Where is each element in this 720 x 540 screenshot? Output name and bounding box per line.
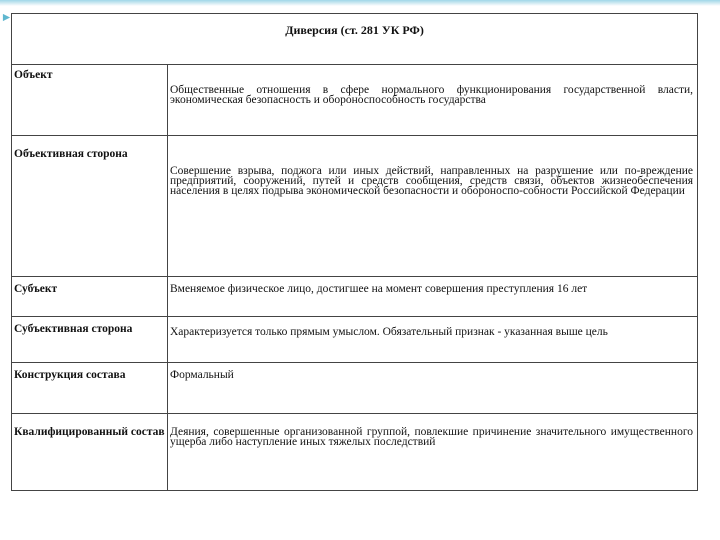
row-value-cell xyxy=(168,317,698,363)
table-row xyxy=(12,277,698,317)
row-label: Субъективная сторона xyxy=(14,323,133,335)
title-row xyxy=(12,14,698,65)
row-value-cell xyxy=(168,65,698,136)
row-label: Объективная сторона xyxy=(14,148,128,160)
top-accent-bar xyxy=(0,0,720,6)
row-label-cell xyxy=(12,277,168,317)
row-value: Характеризуется только прямым умыслом. Обязательный признак - указанная выше цель xyxy=(170,326,608,338)
bullet-icon xyxy=(2,13,11,22)
row-value: Вменяемое физическое лицо, достигшее на момент совершения преступления 16 лет xyxy=(170,283,588,295)
row-label: Квалифицированный состав xyxy=(14,426,165,438)
row-label-cell xyxy=(12,317,168,363)
row-value-cell xyxy=(168,363,698,414)
row-value-cell xyxy=(168,136,698,277)
row-value-cell xyxy=(168,277,698,317)
row-value: Общественные отношения в сфере нормального функционирования государственной власти, экономическая безопасность и обороноспособность государства xyxy=(170,84,694,106)
row-label: Субъект xyxy=(14,283,58,295)
table-row xyxy=(12,414,698,491)
row-label-cell xyxy=(12,363,168,414)
table-row xyxy=(12,65,698,136)
table-row xyxy=(12,317,698,363)
diversion-table xyxy=(11,13,698,491)
row-label-cell xyxy=(12,136,168,277)
table-row xyxy=(12,136,698,277)
row-label: Конструкция состава xyxy=(14,369,126,381)
row-label-cell xyxy=(12,414,168,491)
row-label-cell xyxy=(12,65,168,136)
row-value: Деяния, совершенные организованной группой, повлекшие причинение значительного имущественного ущерба либо наступление иных тяжелых последствий xyxy=(170,426,694,448)
title-cell xyxy=(12,14,698,65)
row-value: Формальный xyxy=(170,369,234,381)
row-value: Совершение взрыва, поджога или иных действий, направленных на разрушение или по-вреждение предприятий, сооружений, путей и средств сообщения, средств связи, объектов жизнеобеспечения населения в целях подрыва экономической безопасности и обороноспо-собности Российской Федерации xyxy=(170,165,694,197)
table-title: Диверсия (ст. 281 УК РФ) xyxy=(285,23,424,37)
row-label: Объект xyxy=(14,69,53,81)
table-row xyxy=(12,363,698,414)
row-value-cell xyxy=(168,414,698,491)
